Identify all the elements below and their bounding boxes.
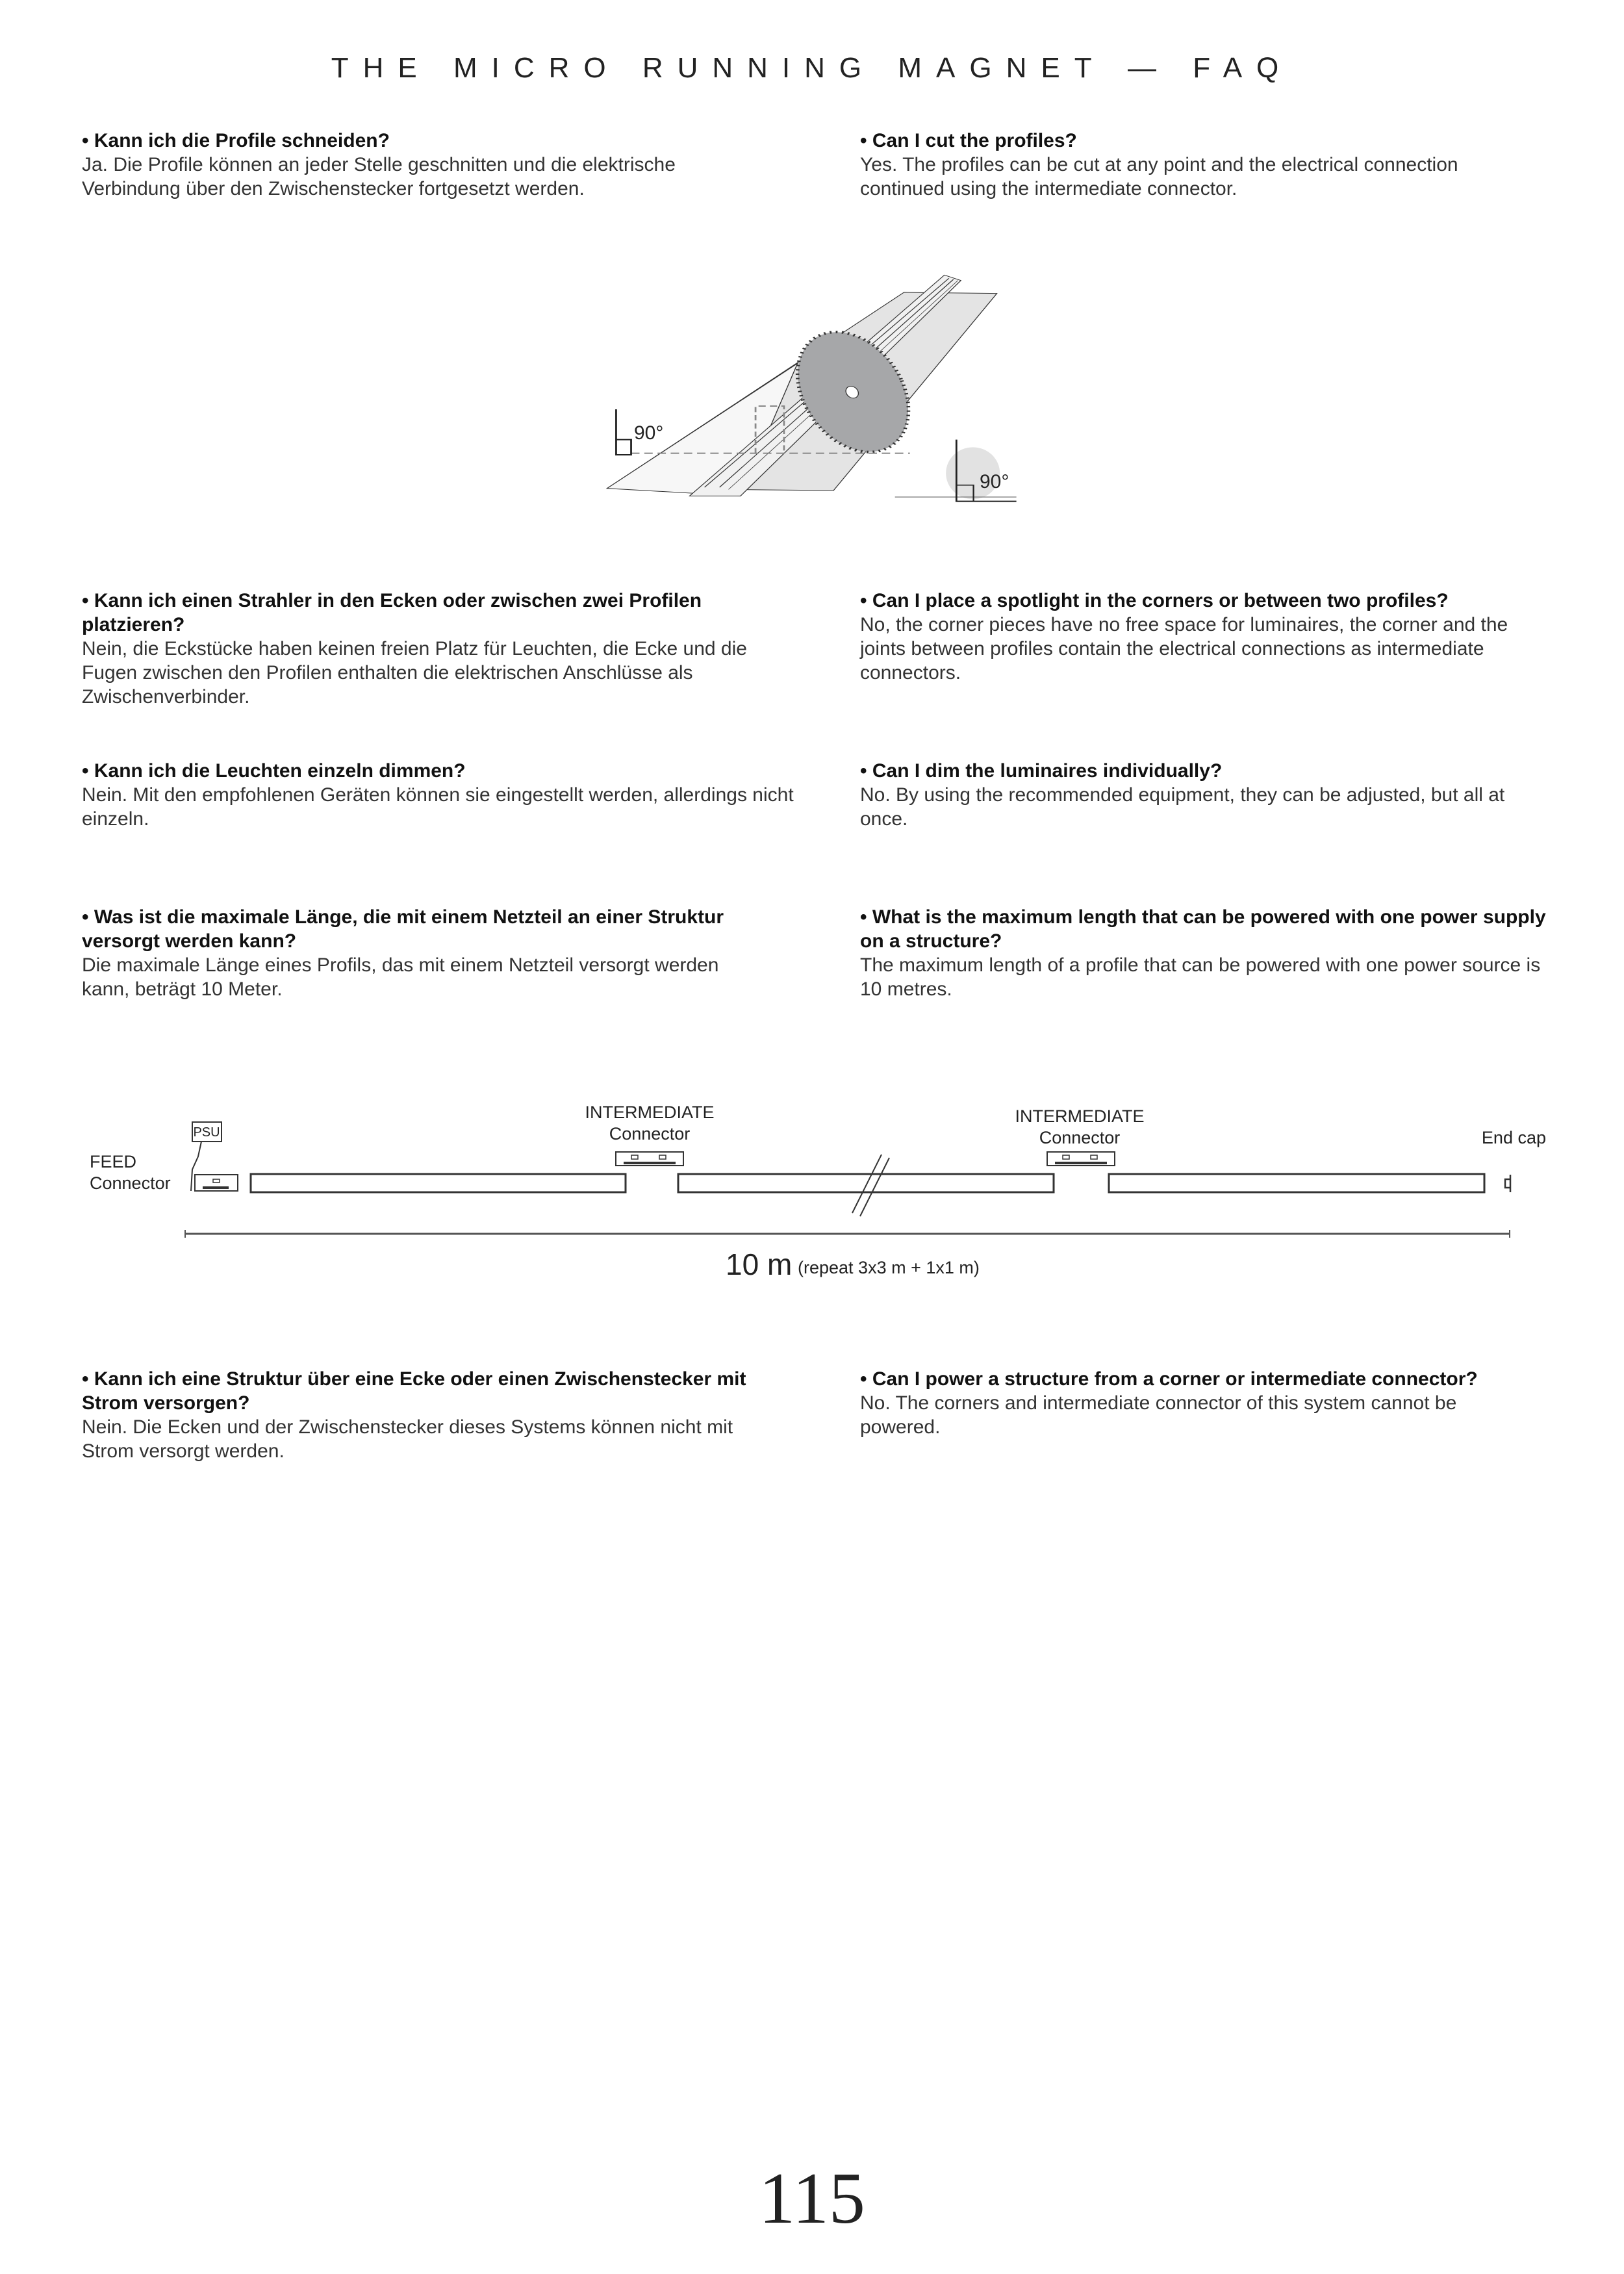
profile-segment [251,1174,626,1192]
faq-1-de [82,129,783,201]
faq-5-de [82,1367,783,1463]
feed-label-2: Connector [90,1173,171,1193]
faq-question: • Kann ich eine Struktur über eine Ecke oder einen Zwischenstecker mit Strom versorgen? [82,1368,746,1414]
intermediate-label: INTERMEDIATE [585,1103,715,1122]
faq-question: • Can I dim the luminaires individually? [860,760,1223,782]
faq-answer: Ja. Die Profile können an jeder Stelle geschnitten und die elektrische Verbindung über den Zwischenstecker fortgesetzt werden. [82,154,676,199]
page-title: THE MICRO RUNNING MAGNET — FAQ [331,52,1293,84]
faq-4-de [82,905,783,1001]
intermediate-connector-icon [616,1152,683,1166]
end-cap-label: End cap [1481,1128,1546,1147]
length-label: 10 m [726,1247,793,1281]
wiring-diagram [0,1092,1624,1299]
length-note: (repeat 3x3 m + 1x1 m) [798,1258,980,1277]
faq-answer: Nein. Die Ecken und der Zwischenstecker dieses Systems können nicht mit Strom versorgt werden. [82,1416,733,1462]
end-cap-icon [1505,1175,1510,1192]
intermediate-label: Connector [1039,1128,1121,1147]
profile-segment [678,1174,1054,1192]
faq-question: • Can I cut the profiles? [860,130,1077,151]
faq-4-en [860,905,1562,1001]
faq-answer: Nein. Mit den empfohlenen Geräten können sie eingestellt werden, allerdings nicht einzeln. [82,784,794,830]
profile-segment [1109,1174,1484,1192]
faq-answer: No. The corners and intermediate connector of this system cannot be powered. [860,1392,1457,1438]
faq-answer: Nein, die Eckstücke haben keinen freien Platz für Leuchten, die Ecke und die Fugen zwischen den Profilen enthalten die elektrischen Anschlüsse als Zwischenverbinder. [82,638,747,708]
faq-question: • Was ist die maximale Länge, die mit einem Netzteil an einer Struktur versorgt werden kann? [82,906,724,952]
faq-answer: No, the corner pieces have no free space for luminaires, the corner and the joints between profiles contain the electrical connections as intermediate connectors. [860,614,1508,683]
psu-label: PSU [193,1125,220,1140]
faq-3-de [82,759,794,831]
intermediate-label: Connector [609,1124,691,1143]
faq-answer: Die maximale Länge eines Profils, das mit einem Netzteil versorgt werden kann, beträgt 10 Meter. [82,954,719,1000]
faq-answer: The maximum length of a profile that can be powered with one power source is 10 metres. [860,954,1541,1000]
faq-question: • Can I place a spotlight in the corners or between two profiles? [860,590,1449,611]
faq-2-de [82,589,783,709]
faq-question: • What is the maximum length that can be powered with one power supply on a structure? [860,906,1546,952]
intermediate-label: INTERMEDIATE [1015,1106,1145,1126]
faq-answer: Yes. The profiles can be cut at any point and the electrical connection continued using the intermediate connector. [860,154,1458,199]
angle-label: 90° [980,471,1009,492]
page-number: 115 [759,2158,865,2239]
faq-2-en [860,589,1562,685]
angle-label: 90° [634,422,664,444]
faq-question: • Kann ich die Profile schneiden? [82,130,390,151]
faq-question: • Can I power a structure from a corner or intermediate connector? [860,1368,1478,1390]
faq-1-en [860,129,1562,201]
faq-5-en [860,1367,1562,1439]
feed-label: FEED [90,1152,137,1171]
intermediate-connector-icon [1047,1152,1115,1166]
faq-3-en [860,759,1562,831]
faq-answer: No. By using the recommended equipment, they can be adjusted, but all at once. [860,784,1505,830]
feed-connector-icon [195,1175,238,1191]
faq-question: • Kann ich die Leuchten einzeln dimmen? [82,760,466,782]
faq-question: • Kann ich einen Strahler in den Ecken oder zwischen zwei Profilen platzieren? [82,590,702,635]
